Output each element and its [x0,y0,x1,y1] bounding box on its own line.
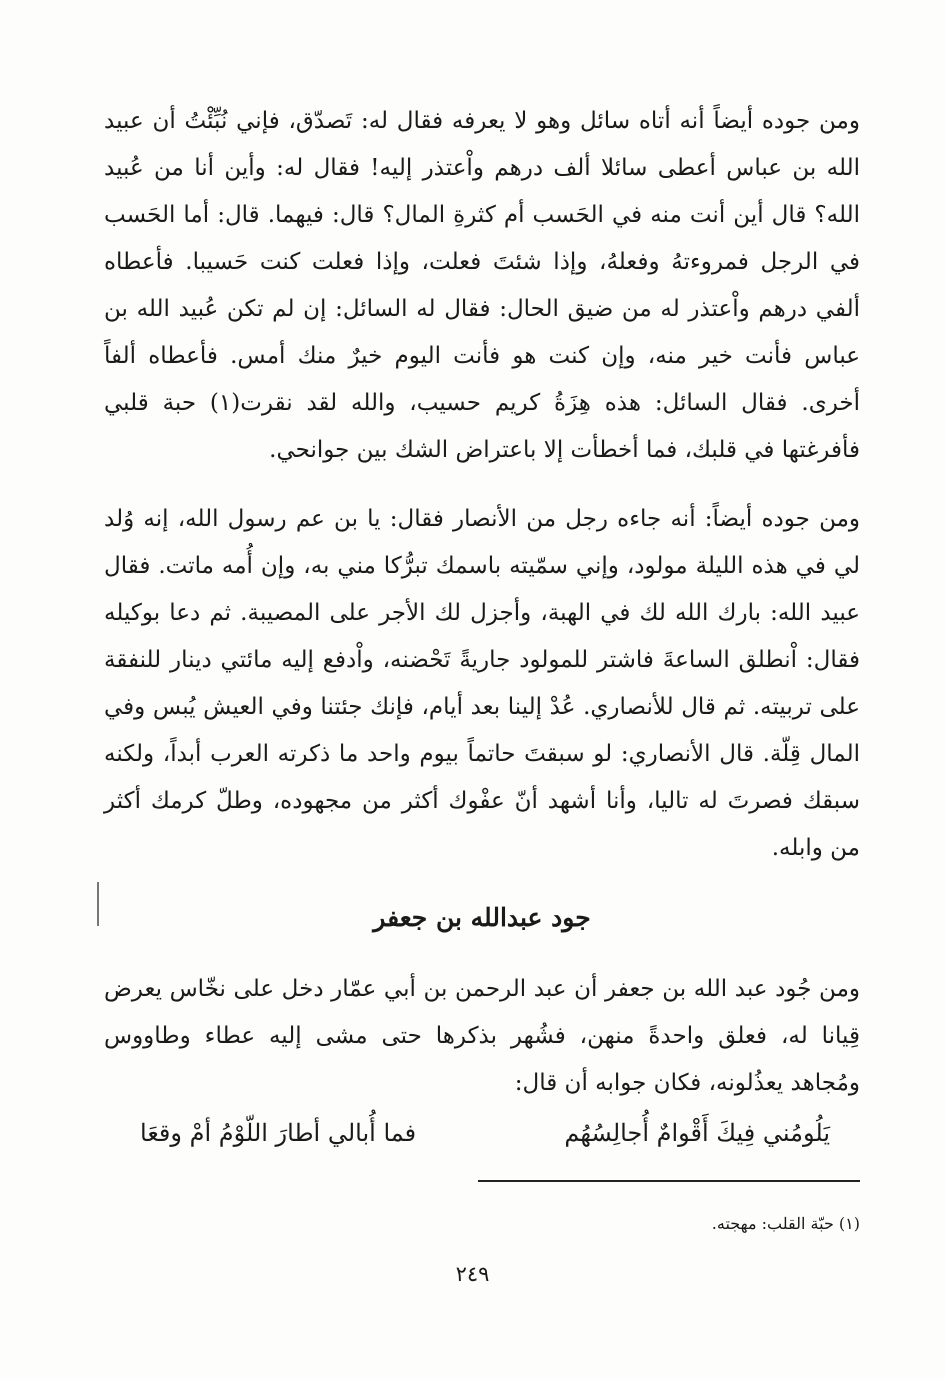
footnote-separator [478,1180,860,1182]
section-heading: جود عبدالله بن جعفر [373,903,591,932]
paragraph-3 [104,966,860,1107]
verse-second-hemistich: فما أُبالي أطارَ اللّوْمُ أمْ وقعَا [140,1119,417,1147]
verse-first-hemistich: يَلُومُني فِيكَ أَقْوامٌ أُجالِسُهُم [564,1119,830,1147]
paragraph-3-text: ومن جُود عبد الله بن جعفر أن عبد الرحمن بن أبي عمّار دخل على نخّاس يعرض قِيانا له، فعلق واحدةً منهن، فشُهر بذكرها حتى مشى إليه عطاء وطاووس ومُجاهد يعذُلونه، فكان جوابه أن قال: [104,976,860,1096]
paragraph-1 [104,98,860,474]
paragraph-2 [104,496,860,872]
paragraph-2-text: ومن جوده أيضاً: أنه جاءه رجل من الأنصار فقال: يا بن عم رسول الله، إنه وُلد لي في هذه الليلة مولود، وإني سمّيته باسمك تبرُّكا مني به، وإن أُمه ماتت. فقال عبيد الله: بارك الله لك في الهبة، وأجزل لك الأجر على المصيبة. ثم دعا بوكيله فقال: اْنطلق الساعةَ فاشتر للمولود جاريةً تَحْضنه، واْدفع إليه مائتي دينار للنفقة على تربيته. ثم قال للأنصاري. عُدْ إلينا بعد أيام، فإنك جئتنا وفي العيش يُبس وفي المال قِلّة. قال الأنصاري: لو سبقتَ حاتماً بيوم واحد ما ذكرته العرب أبداً، ولكنه سبقك فصرتَ له تاليا، وأنا أشهد أنّ عفْوك أكثر من مجهوده، وطلّ كرمك أكثر من وابله. [104,506,861,861]
paragraph-1-text: ومن جوده أيضاً أنه أتاه سائل وهو لا يعرفه فقال له: تَصدّق، فإني نُبِّئْتُ أن عبيد الله بن عباس أعطى سائلا ألف درهم واْعتذر إليه! فقال له: وأين أنا من عُبيد الله؟ قال أين أنت منه في الحَسب أم كثرةِ المال؟ قال: فيهما. قال: أما الحَسب في الرجل فمروءتهُ وفعلهُ، وإذا شئتَ فعلت، وإذا فعلت كنت حَسيبا. فأعطاه ألفي درهم واْعتذر له من ضيق الحال: فقال له السائل: إن لم تكن عُبيد الله بن عباس فأنت خير منه، وإن كنت هو فأنت اليوم خيرٌ منك أمس. فأعطاه ألفاً أخرى. فقال السائل: هذه هِزَةُ كريم حسيب، والله لقد نقرت(١) حبة قلبي فأفرغتها في قلبك، فما أخطأت إلا باعتراض الشك بين جوانحي. [104,108,860,463]
poem-verse [140,1108,830,1158]
footnote: (١) حبّة القلب: مهجته. [711,1214,860,1233]
page-number: ٢٤٩ [455,1262,490,1286]
margin-mark [97,882,99,926]
